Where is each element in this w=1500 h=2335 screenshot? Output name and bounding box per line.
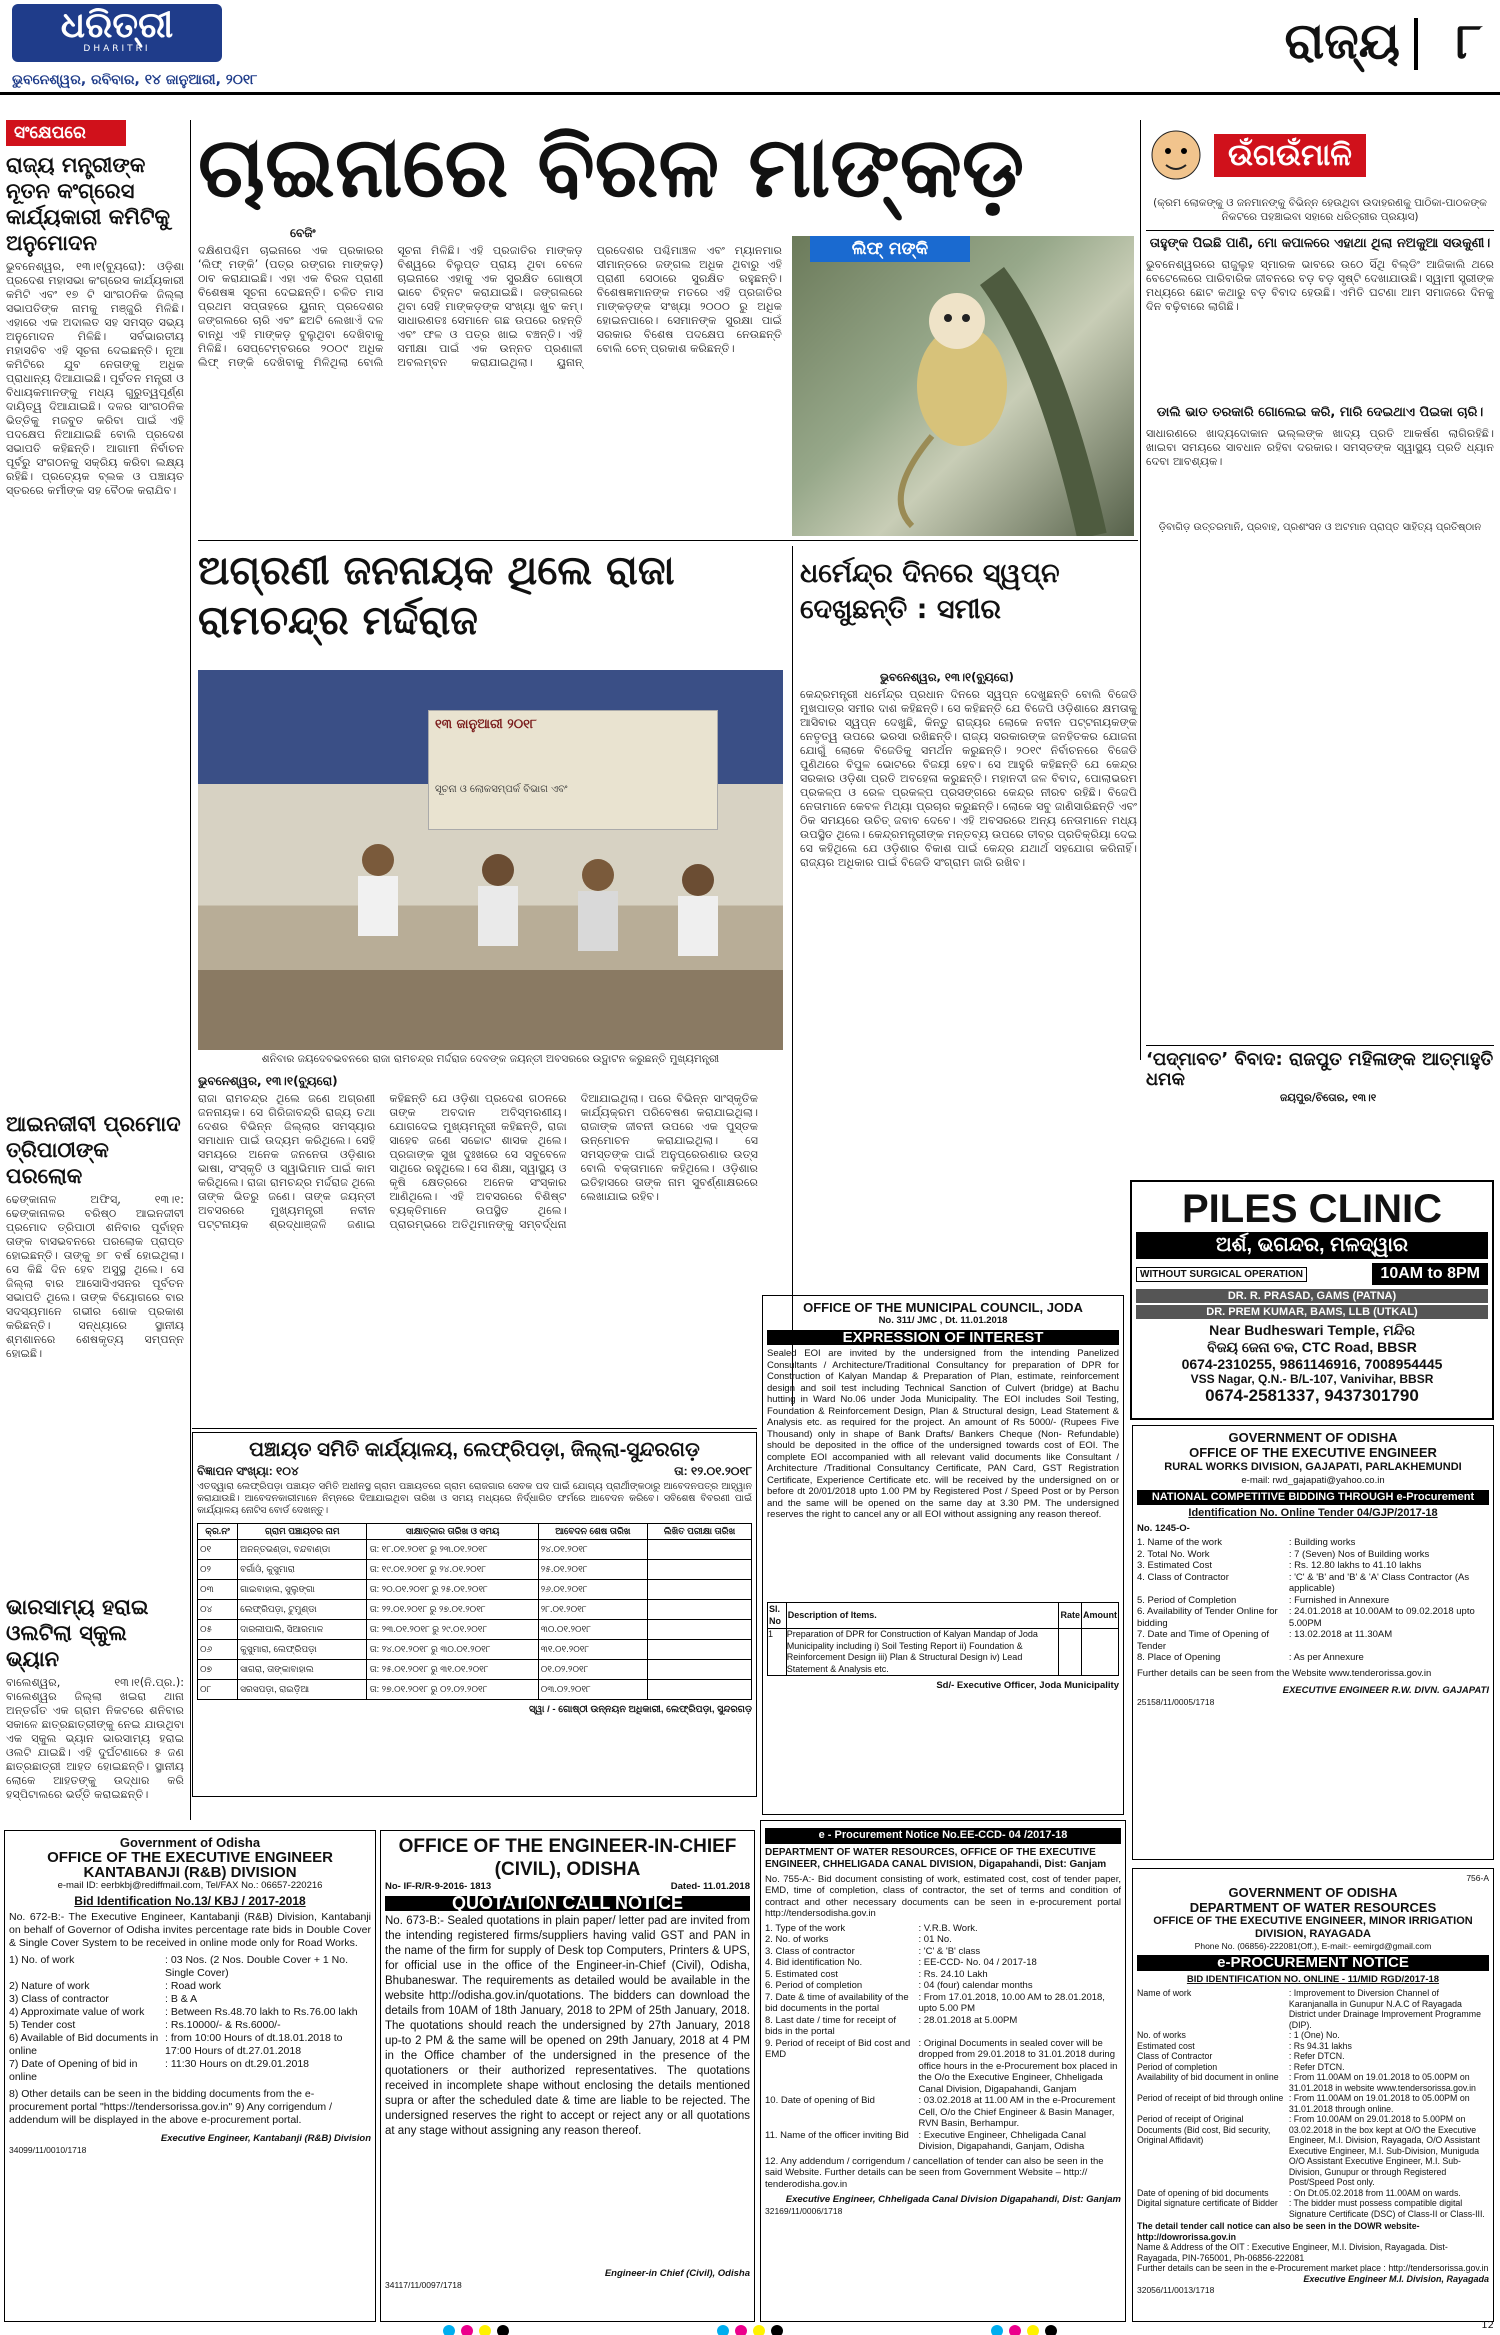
detail-value: : 01 No. xyxy=(918,1934,952,1945)
detail-row xyxy=(9,1993,371,2006)
detail-value: : Refer DTCN. xyxy=(1288,2061,1345,2072)
monkey-image xyxy=(792,236,1134,536)
detail-value: : Road work xyxy=(165,1980,222,1992)
masthead xyxy=(0,0,1500,95)
detail-value: : from 10:00 Hours of dt.18.01.2018 to 17:00 Hours of dt.27.01.2018 xyxy=(165,2032,343,2057)
detail-value: : 'C' & 'B' class xyxy=(918,1945,981,1957)
table-row xyxy=(198,1580,752,1600)
detail-key: 5. Period of Completion xyxy=(1137,1594,1237,1606)
table-cell: କୁସୁମାରା, ଲେଫ୍ରିପଡ଼ା xyxy=(238,1640,367,1660)
detail-key: 1. Type of the work xyxy=(765,1922,846,1934)
detail-value: : Executive Engineer, Chheligada Canal Division, Digapahandi, Ganjam, Odisha xyxy=(918,2129,1086,2152)
table-row xyxy=(198,1620,752,1640)
table-cell: ଗାଇବାହାଲ, ସୁଲୁଙ୍ଗା xyxy=(238,1580,367,1600)
detail-key: Date of opening of bid documents xyxy=(1137,2187,1269,2198)
table-cell xyxy=(647,1640,751,1660)
detail-value: : Original Documents in sealed cover will be dropped from 29.01.2018 to 31.01.2018 during office hours in the e-Procurement box placed in the O/o the Executive Engineer, Chheligada Canal Division, Digapahandi, Ganjam xyxy=(918,2037,1118,2095)
table-cell xyxy=(647,1560,751,1580)
table-cell: ୦୩.୦୨.୨୦୧୮ xyxy=(538,1680,647,1700)
people-illustration xyxy=(198,670,783,1050)
table-cell: ସରସପଡ଼ା, ରାଇଡ଼ିଆ xyxy=(238,1680,367,1700)
detail-row xyxy=(9,2019,371,2032)
detail-value: : From 11.00AM on 19.01.2018 to 05.00PM on 31.01.2018 in website www.tendersorissa.gov.in xyxy=(1288,2072,1476,2093)
detail-key: 3. Estimated Cost xyxy=(1137,1560,1212,1571)
detail-row xyxy=(765,2130,1121,2153)
detail-value: : Furnished in Annexure xyxy=(1288,1594,1390,1606)
table-cell: ତା: ୧୯.୦୧.୨୦୧୮ ରୁ ୨୪.୦୧.୨୦୧୮ xyxy=(367,1560,538,1580)
detail-value: : Rs.10000/- & Rs.6000/- xyxy=(165,2019,281,2031)
divider xyxy=(190,120,191,1820)
detail-key: Period of receipt of bid through online xyxy=(1137,2093,1284,2103)
detail-key: 3) Class of contractor xyxy=(9,1993,109,2005)
piles-clinic-ad: PILES CLINIC ଅର୍ଶ, ଭଗନ୍ଦର, ମଳଦ୍ୱାର WITHOUT SURGICAL OPERATION 10AM to 8PM DR. R. PRASAD, GAMS (PATNA) DR. PREM KUMAR, BAMS, LLB (UTKAL) Near Budheswari Temple, ମନ୍ଦିର ବିଜୟ ଜେନା ଚକ, CTC Road, BBSR 0674-2310255, 9861146916, 7008954445 VSS Nagar, Q.N.- B/L-107, Vanivihar, BBSR 0674-2581337, 9437301790 xyxy=(1130,1180,1494,1420)
table-row xyxy=(198,1600,752,1620)
table-cell xyxy=(647,1540,751,1560)
eic-meta: No- IF-R/R-9-2016- 1813 Dated- 11.01.2018 xyxy=(385,1881,750,1892)
table-cell: ୨୫.୦୧.୨୦୧୮ xyxy=(538,1560,647,1580)
table-header: Amount xyxy=(1081,1603,1118,1629)
dharmendra-headline: ଧର୍ମେନ୍ଦ୍ର ଦିନରେ ସ୍ୱପ୍ନ ଦେଖୁଛନ୍ତି : ସମୀର xyxy=(800,558,1060,625)
detail-row xyxy=(765,1992,1121,2015)
table-header: Sl. No xyxy=(768,1603,787,1629)
lead-headline: ଚାଇନାରେ ବିରଳ ମାଙ୍କଡ଼ xyxy=(198,118,1025,216)
detail-key: Estimated cost xyxy=(1137,2040,1195,2051)
detail-key: 8. Place of Opening xyxy=(1137,1652,1221,1663)
detail-value: : V.R.B. Work. xyxy=(918,1922,978,1934)
detail-row xyxy=(765,2095,1121,2130)
divider xyxy=(0,92,1500,95)
rayagada-rows xyxy=(1137,1988,1489,2219)
dharmendra-byline: ଭୁବନେଶ୍ୱର, ୧୩।୧(ବ୍ୟୁରୋ) xyxy=(880,670,1014,684)
detail-key: 9. Period of receipt of Bid cost and EMD xyxy=(765,2037,911,2060)
table-row xyxy=(198,1640,752,1660)
kantabanji-rows xyxy=(9,1954,371,2084)
gajapati-tender: GOVERNMENT OF ODISHA OFFICE OF THE EXECUTIVE ENGINEER RURAL WORKS DIVISION, GAJAPATI, PARLAKHEMUNDI e-mail: rwd_gajapati@yahoo.co.in NATIONAL COMPETITIVE BIDDING THROUGH e-Procurement Identification No. Online Tender 04/GJP/2017-18 No. 1245-O- 1. Name of the work : Building works 2. Total No. Work : 7 (Seven) Nos of Building works 3. Estimated Cost : Rs. 12.80 lakhs to 41.10 lakhs 4. Class of Contractor : 'C' & 'B' and 'B' & 'A' Class Contractor (As applicable) 5. Period of Completion : Furnished in Annexure 6. Availability of Tender Online for bidding : 24.01.2018 at 10.00AM to 09.02.2018 upto 5.00PM 7. Date and Time of Opening of Tender : 13.02.2018 at 11.30AM 8. Place of Opening : As per Annexure Further details can be seen from the Website www.tenderorissa.gov.in EXECUTIVE ENGINEER R.W. DIVN. GAJAPATI 25158/11/0005/1718 xyxy=(1132,1425,1494,1860)
gajapati-rows xyxy=(1137,1537,1489,1664)
monkey-head xyxy=(929,293,985,349)
folio: 12 xyxy=(1481,2320,1494,2331)
detail-row xyxy=(9,2032,371,2058)
monkey-eye xyxy=(944,314,952,322)
monkey-tail xyxy=(901,436,932,526)
cartoon-body: ଭୁବନେଶ୍ୱରରେ ରାଜୁଲୁହ ସ୍ମାରକ ଭାବରେ ଉଠେ ସିଁଥି ବିଲ୍ଡିଂ ଆଜିକାଲି ଥରେ ବେଟେଲେରେ ପାରିବାରିକ ଜୀବନରେ ବଡ଼ ବଡ଼ ସୃଷ୍ଟି ଦେଖାଯାଉଛି। ସ୍ୱାମୀ ସ୍ତ୍ରୀଙ୍କ ମଧ୍ୟରେ ଛୋଟ କଥାରୁ ବଡ଼ ବିବାଦ ହେଉଛି। ଏମିତି ଘଟଣା ଆମ ସମାଜରେ ଦିନକୁ ଦିନ ବଢ଼ିବାରେ ଲାଗିଛି। xyxy=(1146,258,1494,313)
table-cell: ଅନନ୍ତଭଣ୍ଡା, ବନ୍ଦବାଣ୍ଡା xyxy=(238,1540,367,1560)
detail-key: 10. Date of opening of Bid xyxy=(765,2095,875,2106)
detail-value: : 03.02.2018 at 11.00 AM in the e-Procurement Cell, O/o the Chief Engineer & Basin Manager, RVN Basin, Berhampur. xyxy=(918,2095,1116,2129)
detail-key: 2) Nature of work xyxy=(9,1980,90,1992)
table-cell xyxy=(647,1620,751,1640)
detail-value: : Improvement to Diversion Channel of Karanjanalla in Gunupur N.A.C of Rayagada District under Drainage Improvement Programme (DIP). xyxy=(1288,1988,1481,2030)
second-headline: ଅଗ୍ରଣୀ ଜନନାୟକ ଥିଲେ ରାଜା ରାମଚନ୍ଦ୍ର ମର୍ଦ୍ଦରାଜ xyxy=(198,548,675,644)
table-cell: ତା: ୨୩.୦୧.୨୦୧୮ ରୁ ୨୯.୦୧.୨୦୧୮ xyxy=(367,1620,538,1640)
detail-key: Digital signature certificate of Bidder xyxy=(1137,2198,1278,2208)
table-cell: ୨୮.୦୧.୨୦୧୮ xyxy=(538,1600,647,1620)
detail-row xyxy=(1137,2062,1489,2073)
cartoon-credit: ଡ଼ିବାଗିଡ଼ ଉତ୍ତରମାନି, ପ୍ରବାହ, ପ୍ରଶଂସନ ଓ ଅଟମାନ ପ୍ରାପ୍ତ ସାହିତ୍ୟ ପ୍ରତିଷ୍ଠାନ xyxy=(1158,522,1482,533)
detail-row xyxy=(765,1934,1121,1946)
detail-key: No. of works xyxy=(1137,2030,1186,2040)
detail-value: : From 17.01.2018, 10.00 AM to 28.01.2018, upto 5.00 PM xyxy=(918,1991,1105,2014)
detail-row xyxy=(1137,2188,1489,2199)
detail-key: 6. Availability of Tender Online for bidding xyxy=(1137,1606,1278,1629)
detail-key: 3. Class of contractor xyxy=(765,1945,855,1957)
detail-row xyxy=(1137,2041,1489,2052)
table-cell: ତା: ୨୨.୦୧.୨୦୧୮ ରୁ ୨୭.୦୧.୨୦୧୮ xyxy=(367,1600,538,1620)
cartoon-verse: ତାହୁଙ୍କ ପିଇଛି ପାଣି, ମୋ କପାଳରେ ଏହାଥା ଥିଲା ନଅକୁଆ ସଉକୁଣୀ। xyxy=(1146,230,1494,252)
detail-value: : Refer DTCN. xyxy=(1288,2051,1345,2061)
detail-key: 11. Name of the officer inviting Bid xyxy=(765,2129,909,2141)
detail-value: : 11:30 Hours on dt.29.01.2018 xyxy=(165,2058,310,2070)
table-cell: ୦୮ xyxy=(198,1680,238,1700)
detail-key: 4. Bid identification No. xyxy=(765,1957,863,1968)
piles-title: PILES CLINIC xyxy=(1181,1187,1443,1231)
detail-row xyxy=(9,1980,371,1993)
detail-value: : Building works xyxy=(1288,1537,1356,1548)
detail-key: 8. Last date / time for receipt of bids in the portal xyxy=(765,2014,896,2037)
table-cell: ୦୭ xyxy=(198,1660,238,1680)
table-cell: ୦୧.୦୨.୨୦୧୮ xyxy=(538,1660,647,1680)
section-label: ରାଜ୍ୟ xyxy=(1284,12,1400,70)
detail-value: : The bidder must possess compatible digital Signature Certificate (DSC) of Class-II or Class-III. xyxy=(1288,2198,1485,2219)
panchayat-table xyxy=(197,1523,752,1701)
photo-caption: ଶନିବାର ଜୟଦେବଭବନରେ ରାଜା ରାମଚନ୍ଦ୍ର ମର୍ଦ୍ଦରାଜ ଦେବଙ୍କ ଜୟନ୍ତୀ ଅବସରରେ ଉଦ୍ଘାଟନ କରୁଛନ୍ତି ମୁଖ୍ୟମନ୍ତ୍ରୀ xyxy=(261,1053,720,1065)
chheliguda-rows xyxy=(765,1923,1121,2153)
detail-row xyxy=(1137,2051,1489,2062)
brief-badge: ସଂକ୍ଷେପରେ xyxy=(6,120,126,146)
detail-row xyxy=(765,1980,1121,1992)
detail-row xyxy=(1137,1549,1489,1561)
page-number: ୮ xyxy=(1455,12,1482,70)
rayagada-tender: 756-A GOVERNMENT OF ODISHA DEPARTMENT OF WATER RESOURCES OFFICE OF THE EXECUTIVE ENGINEER, MINOR IRRIGATION DIVISION, RAYAGADA Phone No. (06856)-222081(Off.), E-mail:- eemirgd@gmail.com e-PROCUREMENT NOTICE BID IDENTIFICATION NO. ONLINE - 11/MID RGD/2017-18 Name of work : Improvement to Diversion Channel of Karanjanalla in Gunupur N.A.C of Rayagada District under Drainage Improvement Programme (DIP). No. of works : 1 (One) No. Estimated cost : Rs 94.31 lakhs Class of Contractor : Refer DTCN. Period of completion : Refer DTCN. Availability of bid document in online : From 11.00AM on 19.01.2018 to 05.00PM on 31.01.2018 in website www.tendersorissa.gov.in Period of receipt of bid through online : From 11.00AM on 19.01.2018 to 05.00PM on 31.01.2018 through online. Period of receipt of Original Documents (Bid cost, Bid security, Original Affidavit) : From 10.00AM on 29.01.2018 to 5.00PM on 03.02.2018 in the box kept at O/O the Executive Engineer, M.I. Division, Rayagada, O/O Assistant Executive Engineer, M.I. Sub-Division, Muniguda O/O Assistant Executive Engineer, M.I. Sub-Division, Gunupur or through Registered Post/Speed Post only. Date of opening of bid documents : On Dt.05.02.2018 from 11.00AM on wards. Digital signature certificate of Bidder : The bidder must possess compatible digital Signature Certificate (DSC) of Class-II or Class-III. The detail tender call notice can also be seen in the DOWR website- http://dowrorissa.gov.in Name & Address of the OIT : Executive Engineer, M.I. Division, Rayagada. Dist-Rayagada, PIN-765001, Ph-06856-222081 Further details can be seen in the e-Procurement market place : http://tendersorissa.gov.in Executive Engineer M.I. Division, Rayagada 32056/11/0013/1718 xyxy=(1132,1868,1494,2322)
brief-headline: ଆଇନଜୀବୀ ପ୍ରମୋଦ ତ୍ରିପାଠୀଙ୍କ ପରଲୋକ xyxy=(6,1112,181,1188)
table-cell: ୨୬.୦୧.୨୦୧୮ xyxy=(538,1580,647,1600)
brief-body: ଭୁବନେଶ୍ୱର, ୧୩।୧(ବ୍ୟୁରୋ): ଓଡ଼ିଶା ପ୍ରଦେଶ ମହାସଭା କଂଗ୍ରେସ କାର୍ଯ୍ୟକାରୀ କମିଟି ଏବଂ ୧୭ ଟି ସାଂଗଠନିକ ଜିଲ୍ଲା ସଭାପତିଙ୍କ ନାମକୁ ମଞ୍ଜୁରି ମିଳିଛି। ଏହାରେ ଏକ ଅଦାଲତ ସହ ସମସ୍ତ ସଭ୍ୟ ଅନୁମୋଦନ ମିଳିଛି। ସର୍ବଭାରତୀୟ ମହାସଚିବ ଏହି ସୂଚନା ଦେଇଛନ୍ତି। ନୂଆ କମିଟିରେ ଯୁବ ନେତାଙ୍କୁ ଅଧିକ ପ୍ରାଧାନ୍ୟ ଦିଆଯାଇଛି। ପୂର୍ବତନ ମନ୍ତ୍ରୀ ଓ ବିଧାୟକମାନଙ୍କୁ ମଧ୍ୟ ଗୁରୁତ୍ୱପୂର୍ଣ୍ଣ ଦାୟିତ୍ୱ ଦିଆଯାଇଛି। ଦଳର ସାଂଗଠନିକ ଭିତ୍ତିକୁ ମଜବୁତ କରିବା ପାଇଁ ଏହି ପଦକ୍ଷେପ ନିଆଯାଇଛି ବୋଲି ପ୍ରଦେଶ ସଭାପତି କହିଛନ୍ତି। ଆଗାମୀ ନିର୍ବାଚନ ପୂର୍ବରୁ ସଂଗଠନକୁ ସକ୍ରିୟ କରିବା ଲକ୍ଷ୍ୟ ରହିଛି। ପ୍ରତ୍ୟେକ ବ୍ଲକ ଓ ପଞ୍ଚାୟତ ସ୍ତରରେ କର୍ମୀଙ୍କ ସହ ବୈଠକ କରାଯିବ। xyxy=(6,260,184,497)
detail-value: : 28.01.2018 at 5.00PM xyxy=(918,2014,1018,2026)
table-header: ଲିଖିତ ପରୀକ୍ଷା ତାରିଖ xyxy=(647,1523,751,1540)
panchayat-tender: ପଞ୍ଚାୟତ ସମିତି କାର୍ଯ୍ୟାଳୟ, ଲେଫ୍ରିପଡ଼ା, ଜିଲ୍ଲା-ସୁନ୍ଦରଗଡ଼ ବିଜ୍ଞାପନ ସଂଖ୍ୟା: ୧୦୪ ତା: ୧୨.୦୧.୨୦୧୮ ଏତଦ୍ୱାରା ଲେଫ୍ରିପଡ଼ା ପଞ୍ଚାୟତ ସମିତି ଅଧୀନସ୍ଥ ଗ୍ରାମ ପଞ୍ଚାୟତରେ ଗ୍ରାମ ରୋଜଗାର ସେବକ ପଦ ପାଇଁ ଯୋଗ୍ୟ ପ୍ରାର୍ଥୀଙ୍କଠାରୁ ଆବେଦନପତ୍ର ଆହ୍ୱାନ କରାଯାଉଛି। ଆବେଦନକାରୀମାନେ ନିମ୍ନରେ ଦିଆଯାଇଥିବା ତାରିଖ ଓ ସମୟ ମଧ୍ୟରେ ନିର୍ଦ୍ଧାରିତ ଫର୍ମରେ ଆବେଦନ କରିବେ। ସବିଶେଷ ବିବରଣୀ ପାଇଁ କାର୍ଯ୍ୟାଳୟ ନୋଟିସ ବୋର୍ଡ ଦେଖନ୍ତୁ। କ୍ର.ନଂ ଗ୍ରାମ ପଞ୍ଚାୟତର ନାମ ସାକ୍ଷାତ୍କାର ତାରିଖ ଓ ସମୟ ଆବେଦନ ଶେଷ ତାରିଖ ଲିଖିତ ପରୀକ୍ଷା ତାରିଖ ୦୧ ଅନନ୍ତଭଣ୍ଡା, ବନ୍ଦବାଣ୍ଡା ତା: ୧୮.୦୧.୨୦୧୮ ରୁ ୨୩.୦୧.୨୦୧୮ ୨୪.୦୧.୨୦୧୮ ୦୨ ବର୍ଗାଓଁ, କୁସୁମାରା ତା: ୧୯.୦୧.୨୦୧୮ ରୁ ୨୪.୦୧.୨୦୧୮ ୨୫.୦୧.୨୦୧୮ ୦୩ ଗାଇବାହାଲ, ସୁଲୁଙ୍ଗା ତା: ୨୦.୦୧.୨୦୧୮ ରୁ ୨୫.୦୧.୨୦୧୮ ୨୬.୦୧.୨୦୧୮ ୦୪ ଲେଫ୍ରିପଡ଼ା, ଟୁମୁଣ୍ଡା ତା: ୨୨.୦୧.୨୦୧୮ ରୁ ୨୭.୦୧.୨୦୧୮ ୨୮.୦୧.୨୦୧୮ ୦୫ ଦାରଲୀପାଲି, ସିଆରମାଳ ତା: ୨୩.୦୧.୨୦୧୮ ରୁ ୨୯.୦୧.୨୦୧୮ ୩୦.୦୧.୨୦୧୮ ୦୬ କୁସୁମାରା, ଲେଫ୍ରିପଡ଼ା ତା: ୨୪.୦୧.୨୦୧୮ ରୁ ୩୦.୦୧.୨୦୧୮ ୩୧.୦୧.୨୦୧୮ ୦୭ ସାଗରା, ତାଙ୍କାବାହାଲ ତା: ୨୫.୦୧.୨୦୧୮ ରୁ ୩୧.୦୧.୨୦୧୮ ୦୧.୦୨.୨୦୧୮ ୦୮ ସରସପଡ଼ା, ରାଇଡ଼ିଆ ତା: ୨୭.୦୧.୨୦୧୮ ରୁ ୦୨.୦୨.୨୦୧୮ ୦୩.୦୨.୨୦୧୮ ସ୍ୱା / - ଗୋଷ୍ଠୀ ଉନ୍ନୟନ ଅଧିକାରୀ, ଲେଫ୍ରିପଡ଼ା, ସୁନ୍ଦରଗଡ଼ xyxy=(192,1432,757,1797)
detail-key: Name of work xyxy=(1137,1988,1192,1998)
table-cell: ତା: ୧୮.୦୧.୨୦୧୮ ରୁ ୨୩.୦୧.୨୦୧୮ xyxy=(367,1540,538,1560)
detail-value: : Rs. 24.10 Lakh xyxy=(918,1968,988,1980)
table-cell: ତା: ୨୦.୦୧.୨୦୧୮ ରୁ ୨୫.୦୧.୨୦୧୮ xyxy=(367,1580,538,1600)
table-cell: ଲେଫ୍ରିପଡ଼ା, ଟୁମୁଣ୍ଡା xyxy=(238,1600,367,1620)
brief-headline: ଭାରସାମ୍ୟ ହରାଇ ଓଲଟିଲା ସ୍କୁଲ ଭ୍ୟାନ xyxy=(6,1595,149,1671)
detail-key: 1) No. of work xyxy=(9,1954,75,1966)
eic-tender: OFFICE OF THE ENGINEER-IN-CHIEF (CIVIL), ODISHA No- IF-R/R-9-2016- 1813 Dated- 11.01.2018 QUOTATION CALL NOTICE No. 673-B:- Sealed quotations in plain paper/ letter pad are invited from the intending registered firms/suppliers having valid GST and PAN in the name of the firm for supply of Desk top Computers, Printers & UPS, for official use in the office of the Engineer-in-Chief (Civil), Odisha, Bhubaneswar. The requirements as detailed would be available in the website http://odisha.gov.in/quotations. The bidders can download the details from 10AM of 18th January, 2018 to 2PM of 25th January, 2018. The quotations should reach the undersigned by 27th January, 2018 up-to 2 PM & the same will be opened on 29th January, 2018 at 4 PM in the Office chamber of the undersigned in the presence of the quotationers or their authorized representatives. The quotations received in incomplete shape without enclosing the details mentioned supra or after the scheduled date & time are liable to be rejected. The undersigned reserves the right to accept or reject any or all quotations at any stage without assigning any reason thereof. Engineer-in Chief (Civil), Odisha 34117/11/0097/1718 xyxy=(380,1830,755,2322)
eoi-table: Sl. No Description of Items. Rate Amount 1 Preparation of DPR for Construction of Kalyan Mandap of Joda Municipality including i) Soil Testing Report ii) Foundation & Reinforcement Design iii) Plan & Structural Design iv) Lead Statement & Analysis etc. xyxy=(768,1604,1117,1674)
photo-label: ଲିଫ୍ ମଙ୍କି xyxy=(810,236,970,262)
detail-value: : As per Annexure xyxy=(1288,1652,1364,1663)
table-cell: ଦାରଲୀପାଲି, ସିଆରମାଳ xyxy=(238,1620,367,1640)
table-header: Description of Items. xyxy=(786,1603,1059,1629)
detail-row xyxy=(1137,2198,1489,2219)
table-cell: ୩୦.୦୧.୨୦୧୮ xyxy=(538,1620,647,1640)
detail-row xyxy=(765,1969,1121,1981)
detail-row xyxy=(1137,2114,1489,2188)
table-cell: ୦୬ xyxy=(198,1640,238,1660)
panchayat-meta: ବିଜ୍ଞାପନ ସଂଖ୍ୟା: ୧୦୪ ତା: ୧୨.୦୧.୨୦୧୮ xyxy=(197,1464,752,1478)
cartoon-verse: ଡାଲି ଭାତ ତରକାରି ଗୋଲେଇ କରି, ମାରି ଦେଇଥାଏ ପିଇକା ଚାରି। xyxy=(1156,405,1484,420)
piles-sub: ଅର୍ଶ, ଭଗନ୍ଦର, ମଳଦ୍ୱାର xyxy=(1136,1232,1488,1259)
divider xyxy=(792,546,793,1406)
detail-row xyxy=(9,2006,371,2019)
brief-headline: ରାଜ୍ୟ ମନ୍ତ୍ରୀଙ୍କ ନୂତନ କଂଗ୍ରେସ କାର୍ଯ୍ୟକାରୀ କମିଟିକୁ ଅନୁମୋଦନ xyxy=(6,153,171,255)
padmavat-headline: ‘ପଦ୍ମାବତ’ ବିବାଦ: ରାଜପୁତ ମହିଳାଙ୍କ ଆତ୍ମାହୁତି ଧମକ xyxy=(1146,1050,1494,1090)
padmavat-byline: ଜୟପୁର/ଚିତୋର, ୧୩।୧ xyxy=(1280,1092,1377,1104)
detail-value: : 7 (Seven) Nos of Building works xyxy=(1288,1548,1430,1560)
detail-key: 1. Name of the work xyxy=(1137,1537,1223,1548)
detail-value: : 04 (four) calendar months xyxy=(918,1980,1033,1991)
divider xyxy=(192,1428,757,1429)
detail-value: : 'C' & 'B' and 'B' & 'A' Class Contractor (As applicable) xyxy=(1288,1571,1470,1594)
table-cell: ୦୫ xyxy=(198,1620,238,1640)
detail-key: 7) Date of Opening of bid in online xyxy=(9,2058,138,2083)
table-row xyxy=(198,1680,752,1700)
detail-key: 6) Available of Bid documents in online xyxy=(9,2032,159,2057)
cartoon-intro: (କ୍ରମ ଲୋକଙ୍କୁ ଓ ଜନମାନଙ୍କୁ ବିଭିନ୍ନ ହେଉଥିବା ଉଦାହରଣକୁ ପାଠିକା-ପାଠକଙ୍କ ନିକଟରେ ପହଞ୍ଚାଇବା ସହାରେ ଧରିତ୍ରୀର ପ୍ରୟାସ) xyxy=(1153,197,1487,223)
lead-photo xyxy=(792,236,1134,536)
banner: ୧୩ ଜାନୁଆରୀ ୨୦୧୮ ସୂଚନା ଓ ଲୋକସମ୍ପର୍କ ବିଭାଗ ଏବଂ xyxy=(428,710,718,830)
detail-key: Period of completion xyxy=(1137,2061,1218,2072)
detail-key: Availability of bid document in online xyxy=(1137,2072,1279,2082)
detail-row xyxy=(1137,1652,1489,1664)
detail-row xyxy=(1137,1572,1489,1595)
detail-row xyxy=(765,1957,1121,1969)
table-header: Rate xyxy=(1059,1603,1082,1629)
table-header: ସାକ୍ଷାତ୍କାର ତାରିଖ ଓ ସମୟ xyxy=(367,1523,538,1540)
detail-row xyxy=(1137,1606,1489,1629)
detail-value: : 1 (One) No. xyxy=(1288,2030,1340,2040)
dateline: ଭୁବନେଶ୍ୱର, ରବିବାର, ୧୪ ଜାନୁଆରୀ, ୨୦୧୮ xyxy=(12,72,258,88)
detail-value: : EE-CCD- No. 04 / 2017-18 xyxy=(918,1957,1037,1968)
second-body: ରାଜା ରାମଚନ୍ଦ୍ର ଥିଲେ ଜଣେ ଅଗ୍ରଣୀ ଜନନାୟକ। ସେ ଗିରିଜାବନ୍ଦ୍ରି ରାଜ୍ୟ ତଥା ଦେଶର ବିଭିନ୍ନ ଜିଲ୍ଲାର ସମସ୍ୟାର ସମାଧାନ ପାଇଁ ଉଦ୍ୟମ କରିଥିଲେ। ସେହି ସମୟରେ ଅନେକ ଜନନେତା ଓଡ଼ିଶାର ଭାଷା, ସଂସ୍କୃତି ଓ ସ୍ୱାଭିମାନ ପାଇଁ କାମ କରିଥିଲେ। ରାଜା ରାମଚନ୍ଦ୍ର ମର୍ଦ୍ଦରାଜ ଥିଲେ ତାଙ୍କ ଭିତରୁ ଜଣେ। ତାଙ୍କ ଜୟନ୍ତୀ ଅବସରରେ ମୁଖ୍ୟମନ୍ତ୍ରୀ ନବୀନ ପଟ୍ଟନାୟକ ଶ୍ରଦ୍ଧାଞ୍ଜଳି ଜଣାଇ କହିଛନ୍ତି ଯେ ଓଡ଼ିଶା ପ୍ରଦେଶ ଗଠନରେ ତାଙ୍କ ଅବଦାନ ଅବିସ୍ମରଣୀୟ। ଯୋଗଦେଇ ମୁଖ୍ୟମନ୍ତ୍ରୀ କହିଛନ୍ତି, ରାଜା ସାହେବ ଜଣେ ସଚ୍ଚୋଟ ଶାସକ ଥିଲେ। ପ୍ରଜାଙ୍କ ସୁଖ ଦୁଃଖରେ ସେ ସବୁବେଳେ ସାଥିରେ ରହୁଥିଲେ। ସେ ଶିକ୍ଷା, ସ୍ୱାସ୍ଥ୍ୟ ଓ କୃଷି କ୍ଷେତ୍ରରେ ଅନେକ ସଂସ୍କାର ଆଣିଥିଲେ। ଏହି ଅବସରରେ ବିଶିଷ୍ଟ ବ୍ୟକ୍ତିମାନେ ଉପସ୍ଥିତ ଥିଲେ। ପ୍ରାରମ୍ଭରେ ଅତିଥିମାନଙ୍କୁ ସମ୍ବର୍ଦ୍ଧନା ଦିଆଯାଇଥିଲା। ପରେ ବିଭିନ୍ନ ସାଂସ୍କୃତିକ କାର୍ଯ୍ୟକ୍ରମ ପରିବେଷଣ କରାଯାଇଥିଲା। ରାଜାଙ୍କ ଜୀବନୀ ଉପରେ ଏକ ପୁସ୍ତକ ଉନ୍ମୋଚନ କରାଯାଇଥିଲା। ସେ ସମସ୍ତଙ୍କ ପାଇଁ ଅନୁପ୍ରେରଣାର ଉତ୍ସ ବୋଲି ବକ୍ତାମାନେ କହିଥିଲେ। ଓଡ଼ିଶାର ଇତିହାସରେ ତାଙ୍କ ନାମ ସୁବର୍ଣ୍ଣାକ୍ଷରରେ ଲେଖାଯାଇ ରହିବ। xyxy=(198,1092,758,1231)
detail-key: 5) Tender cost xyxy=(9,2019,76,2031)
detail-key: 7. Date and Time of Opening of Tender xyxy=(1137,1629,1270,1652)
detail-value: : 24.01.2018 at 10.00AM to 09.02.2018 upto 5.00PM xyxy=(1288,1606,1475,1629)
table-cell: ୦୨ xyxy=(198,1560,238,1580)
logo: ଧରିତ୍ରୀ DHARITRI xyxy=(12,4,222,62)
table-cell: ତା: ୨୪.୦୧.୨୦୧୮ ରୁ ୩୦.୦୧.୨୦୧୮ xyxy=(367,1640,538,1660)
lead-byline: ବେଜିଂ xyxy=(290,226,316,240)
detail-row xyxy=(9,1954,371,1980)
table-cell: ସାଗରା, ତାଙ୍କାବାହାଲ xyxy=(238,1660,367,1680)
event-photo xyxy=(198,670,783,1050)
table-cell: ୩୧.୦୧.୨୦୧୮ xyxy=(538,1640,647,1660)
detail-row xyxy=(1137,2072,1489,2093)
tree-trunk xyxy=(992,276,1092,536)
divider xyxy=(1414,18,1418,70)
detail-key: Period of receipt of Original Documents (Bid cost, Bid security, Original Affidavit) xyxy=(1137,2114,1271,2145)
table-cell: ତା: ୨୫.୦୧.୨୦୧୮ ରୁ ୩୧.୦୧.୨୦୧୮ xyxy=(367,1660,538,1680)
detail-value: : Rs. 12.80 lakhs to 41.10 lakhs xyxy=(1288,1560,1422,1571)
monkey-eye xyxy=(962,314,970,322)
detail-row xyxy=(765,2038,1121,2096)
detail-row xyxy=(765,2015,1121,2038)
table-cell: ୦୩ xyxy=(198,1580,238,1600)
detail-key: 7. Date & time of availability of the bid documents in the portal xyxy=(765,1991,909,2014)
piles-timing-row: WITHOUT SURGICAL OPERATION 10AM to 8PM xyxy=(1136,1263,1488,1285)
cartoon-body: ସାଧାରଣରେ ଖାଦ୍ୟଦୋକାନ ଭଲ୍ଲଙ୍କ ଖାଦ୍ୟ ପ୍ରତି ଆକର୍ଷଣ ଲାଗିରହିଛି। ଖାଇବା ସମୟରେ ସାବଧାନ ରହିବା ଦରକାର। ସମସ୍ତଙ୍କ ସ୍ୱାସ୍ଥ୍ୟ ପ୍ରତି ଧ୍ୟାନ ଦେବା ଆବଶ୍ୟକ। xyxy=(1146,427,1494,468)
table-cell: ୦୪ xyxy=(198,1600,238,1620)
detail-key: 2. Total No. Work xyxy=(1137,1548,1210,1560)
detail-row xyxy=(765,1946,1121,1958)
detail-row xyxy=(1137,2030,1489,2041)
table-header: ଗ୍ରାମ ପଞ୍ଚାୟତର ନାମ xyxy=(238,1523,367,1540)
detail-key: 5. Estimated cost xyxy=(765,1968,838,1980)
cartoon-face-icon xyxy=(1146,123,1206,187)
second-byline: ଭୁବନେଶ୍ୱର, ୧୩।୧(ବ୍ୟୁରୋ) xyxy=(198,1074,338,1088)
table-cell: ୨୪.୦୧.୨୦୧୮ xyxy=(538,1540,647,1560)
table-cell: ୦୧ xyxy=(198,1540,238,1560)
detail-value: : B & A xyxy=(165,1993,198,2005)
detail-value: : 13.02.2018 at 11.30AM xyxy=(1288,1629,1393,1640)
detail-value: : Between Rs.48.70 lakh to Rs.76.00 lakh xyxy=(165,2006,358,2018)
color-registration-marks xyxy=(0,2322,1500,2335)
brief-column xyxy=(6,120,184,1825)
detail-key: 6. Period of completion xyxy=(765,1980,863,1991)
table-cell: ବର୍ଗାଓଁ, କୁସୁମାରା xyxy=(238,1560,367,1580)
detail-row xyxy=(1137,1988,1489,2030)
detail-row xyxy=(9,2058,371,2084)
cartoon-header xyxy=(1146,120,1494,190)
detail-value: : On Dt.05.02.2018 from 11.00AM on wards. xyxy=(1288,2187,1461,2198)
chheliguda-tender: e - Procurement Notice No.EE-CCD- 04 /2017-18 DEPARTMENT OF WATER RESOURCES, OFFICE OF THE EXECUTIVE ENGINEER, CHHELIGADA CANAL DIVISION, Digapahandi, Dist: Ganjam No. 755-A:- Bid document consisting of work, estimated cost, cost of tender paper, EMD, time of completion, class of contractor, the set of terms and condition of contract and other necessary documents can be seen in e-procurement portal http://tendersodisha.gov.in 1. Type of the work : V.R.B. Work. 2. No. of works : 01 No. 3. Class of contractor : 'C' & 'B' class 4. Bid identification No. : EE-CCD- No. 04 / 2017-18 5. Estimated cost : Rs. 24.10 Lakh 6. Period of completion : 04 (four) calendar months 7. Date & time of availability of the bid documents in the portal : From 17.01.2018, 10.00 AM to 28.01.2018, upto 5.00 PM 8. Last date / time for receipt of bids in the portal : 28.01.2018 at 5.00PM 9. Period of receipt of Bid cost and EMD : Original Documents in sealed cover will be dropped from 29.01.2018 to 31.01.2018 during office hours in the e-Procurement box placed in the O/o the Executive Engineer, Chheligada Canal Division, Digapahandi, Ganjam 10. Date of opening of Bid : 03.02.2018 at 11.00 AM in the e-Procurement Cell, O/o the Chief Engineer & Basin Manager, RVN Basin, Berhampur. 11. Name of the officer inviting Bid : Executive Engineer, Chheligada Canal Division, Digapahandi, Ganjam, Odisha 12. Any addendum / corrigendum / cancellation of tender can also be seen in the said Website. Further details can be seen from Government Website – http:// tenderodisha.gov.in Executive Engineer, Chheligada Canal Division Digapahandi, Dist: Ganjam 32169/11/0006/1718 xyxy=(760,1820,1126,2322)
brief-body: ବାଲେଶ୍ୱର, ୧୩।୧(ନି.ପ୍ର.): ବାଲେଶ୍ୱର ଜିଲ୍ଲା ଖଇରା ଥାନା ଅନ୍ତର୍ଗତ ଏକ ଗ୍ରାମ ନିକଟରେ ଶନିବାର ସକାଳେ ଛାତ୍ରଛାତ୍ରୀଙ୍କୁ ନେଇ ଯାଉଥିବା ଏକ ସ୍କୁଲ ଭ୍ୟାନ ଭାରସାମ୍ୟ ହରାଇ ଓଲଟି ଯାଇଛି। ଏହି ଦୁର୍ଘଟଣାରେ ୫ ଜଣ ଛାତ୍ରଛାତ୍ରୀ ଆହତ ହୋଇଛନ୍ତି। ସ୍ଥାନୀୟ ଲୋକେ ଆହତଙ୍କୁ ଉଦ୍ଧାର କରି ହସ୍ପିଟାଲରେ ଭର୍ତ୍ତି କରାଇଛନ୍ତି। xyxy=(6,1676,184,1801)
table-cell: ତା: ୨୭.୦୧.୨୦୧୮ ରୁ ୦୨.୦୨.୨୦୧୮ xyxy=(367,1680,538,1700)
detail-value: : From 10.00AM on 29.01.2018 to 5.00PM on 03.02.2018 in the box kept at O/O the Executive Engineer, M.I. Division, Rayagada, O/O Assistant Executive Engineer, M.I. Sub-Division, Muniguda O/O Assistant Executive Engineer, M.I. Sub-Division, Gunupur or through Registered Post/Speed Post only. xyxy=(1288,2114,1481,2187)
table-cell xyxy=(647,1680,751,1700)
eoi-tender: OFFICE OF THE MUNICIPAL COUNCIL, JODA No. 311/ JMC , Dt. 11.01.2018 EXPRESSION OF INTEREST Sealed EOI are invited by the undersigned from the intending Panelized Consultants / Architecture/Traditional Consultancy for preparation of DPR for Construction of Kalyan Mandap & Preparation of Plan, estimate, reinforcement design and soil test including Technical Sanction of Culvert (bridge) at Bachu hutting in Ward No.06 under Joda Municipality. The EOI includes Soil Testing, Foundation & Reinforcement Design, Plan & Structural design, Lead Statement & Analysis etc. as required for the project. An amount of Rs 5000/- (Rupees Five Thousand) only in shape of Bank Drafts/ Bankers Cheque (Non- Refundable) should be deposited in the office of the undersigned towards cost of EOI. The complete EOI accompanied with all relevant valid documents like Consultant / Architecture /Traditional Consultancy Certificate, PAN Card, GST Registration Certificate, Experience Certificate etc. will be received by the undersigned on or before dt 20/01/2018 upto 1.00 PM by Registered Post / Speed Post or by Person and the same will be opened on the same day at 3.30 PM. The undersigned reserves the right to cancel any or all EOI without assigning any reason thereof. Sl. No Description of Items. Rate Amount 1 Preparation of DPR for Construction of Kalyan Mandap of Joda Municipality including i) Soil Testing Report ii) Foundation & Reinforcement Design iii) Plan & Structural Design iv) Lead Statement & Analysis etc. Sd/- Executive Officer, Joda Municipality xyxy=(762,1295,1124,1815)
dharmendra-body: କେନ୍ଦ୍ରମନ୍ତ୍ରୀ ଧର୍ମେନ୍ଦ୍ର ପ୍ରଧାନ ଦିନରେ ସ୍ୱପ୍ନ ଦେଖୁଛନ୍ତି ବୋଲି ବିଜେଡି ମୁଖପାତ୍ର ସମୀର ଦାଶ କହିଛନ୍ତି। ସେ କହିଛନ୍ତି ଯେ ବିଜେପି ଓଡ଼ିଶାରେ କ୍ଷମତାକୁ ଆସିବାର ସ୍ୱପ୍ନ ଦେଖୁଛି, କିନ୍ତୁ ରାଜ୍ୟର ଲୋକେ ନବୀନ ପଟ୍ଟନାୟକଙ୍କ ନେତୃତ୍ୱ ଉପରେ ଭରସା ରଖିଛନ୍ତି। ରାଜ୍ୟ ସରକାରଙ୍କ ଜନହିତକର ଯୋଜନା ଯୋଗୁଁ ଲୋକେ ବିଜେଡିକୁ ସମର୍ଥନ କରୁଛନ୍ତି। ୨୦୧୯ ନିର୍ବାଚନରେ ବିଜେଡି ପୁଣିଥରେ ବିପୁଳ ଭୋଟରେ ବିଜୟୀ ହେବ। ସେ ଆହୁରି କହିଛନ୍ତି ଯେ କେନ୍ଦ୍ର ସରକାର ଓଡ଼ିଶା ପ୍ରତି ଅବହେଳା କରୁଛନ୍ତି। ମହାନଦୀ ଜଳ ବିବାଦ, ପୋଲାଭରମ ପ୍ରକଳ୍ପ ଓ ରେଳ ପ୍ରକଳ୍ପ ପ୍ରସଙ୍ଗରେ କେନ୍ଦ୍ର ନୀରବ ରହିଛି। ବିଜେପି ନେତାମାନେ କେବଳ ମିଥ୍ୟା ପ୍ରଚାର କରୁଛନ୍ତି। ଲୋକେ ସବୁ ଜାଣିସାରିଛନ୍ତି ଏବଂ ଠିକ ସମୟରେ ଉଚିତ୍ ଜବାବ ଦେବେ। ଏହି ଅବସରରେ ଅନ୍ୟ ନେତାମାନେ ମଧ୍ୟ ଉପସ୍ଥିତ ଥିଲେ। କେନ୍ଦ୍ରମନ୍ତ୍ରୀଙ୍କ ମନ୍ତବ୍ୟ ଉପରେ ତୀବ୍ର ପ୍ରତିକ୍ରିୟା ଦେଇ ସେ କହିଥିଲେ ଯେ ଓଡ଼ିଶାର ବିକାଶ ପାଇଁ କେନ୍ଦ୍ର ଯଥାର୍ଥ ସହଯୋଗ କରିନାହିଁ। ରାଜ୍ୟର ଅଧିକାର ପାଇଁ ବିଜେଡି ସଂଗ୍ରାମ ଜାରି ରଖିବ। xyxy=(800,688,1138,869)
table-cell xyxy=(647,1660,751,1680)
detail-value: : Rs 94.31 lakhs xyxy=(1288,2040,1352,2051)
table-header: ଆବେଦନ ଶେଷ ତାରିଖ xyxy=(538,1523,647,1540)
detail-row xyxy=(765,1923,1121,1935)
detail-row xyxy=(1137,1560,1489,1572)
detail-key: 4. Class of Contractor xyxy=(1137,1571,1229,1583)
detail-row xyxy=(1137,1595,1489,1607)
table-cell xyxy=(647,1600,751,1620)
divider xyxy=(1146,1045,1494,1046)
table-row xyxy=(198,1560,752,1580)
detail-key: 2. No. of works xyxy=(765,1934,829,1945)
detail-row xyxy=(1137,2093,1489,2114)
detail-key: Class of Contractor xyxy=(1137,2051,1213,2061)
detail-key: 4) Approximate value of work xyxy=(9,2006,145,2018)
table-header: କ୍ର.ନଂ xyxy=(198,1523,238,1540)
divider xyxy=(198,540,1138,541)
cartoon-title: ଉଁଗଉଁମାଳି xyxy=(1214,134,1366,177)
detail-value: : 03 Nos. (2 Nos. Double Cover + 1 No. Single Cover) xyxy=(165,1954,348,1979)
kantabanji-tender: Government of Odisha OFFICE OF THE EXECUTIVE ENGINEER KANTABANJI (R&B) DIVISION e-mail ID: eerbkbj@rediffmail.com, Tel/FAX No.: 06657-220216 Bid Identification No.13/ KBJ / 2017-2018 No. 672-B:- The Executive Engineer, Kantabanji (R&B) Division, Kantabanji on behalf of Governor of Odisha invites percentage rate bids in Double Cover & Single Cover System to be received in online mode only for Road Works. 1) No. of work : 03 Nos. (2 Nos. Double Cover + 1 No. Single Cover) 2) Nature of work : Road work 3) Class of contractor : B & A 4) Approximate value of work : Between Rs.48.70 lakh to Rs.76.00 lakh 5) Tender cost : Rs.10000/- & Rs.6000/- 6) Available of Bid documents in online : from 10:00 Hours of dt.18.01.2018 to 17:00 Hours of dt.27.01.2018 7) Date of Opening of bid in online : 11:30 Hours on dt.29.01.2018 8) Other details can be seen in the bidding documents from the e-procurement portal "https://tendersorissa.gov.in" 9) Any corrigendum / addendum will be displayed in the above e-procurement portal. Executive Engineer, Kantabanji (R&B) Division 34099/11/0010/1718 xyxy=(4,1830,376,2322)
table-row xyxy=(198,1540,752,1560)
detail-row xyxy=(1137,1537,1489,1549)
detail-value: : From 11.00AM on 19.01.2018 to 05.00PM on 31.01.2018 through online. xyxy=(1288,2093,1470,2114)
table-row xyxy=(198,1660,752,1680)
detail-row xyxy=(1137,1629,1489,1652)
table-cell xyxy=(647,1580,751,1600)
lead-body: ଦକ୍ଷିଣପଶ୍ଚିମ ଚାଇନାରେ ଏକ ପ୍ରକାରର ‘ଲିଫ୍ ମଙ୍କି’ (ପତ୍ର ରଙ୍ଗର ମାଙ୍କଡ଼) ଠାବ କରାଯାଇଛି। ଏହା ଏକ ବିରଳ ପ୍ରାଣୀ ବିଶେଷଜ୍ଞ ସୂଚନା ଦେଇଛନ୍ତି। ଚଳିତ ମାସ ପ୍ରଥମ ସପ୍ତାହରେ ୟୁନାନ୍ ପ୍ରଦେଶର ଜଙ୍ଗଲରେ ଚାରି ଏବଂ ଛଅଟି ଲେଖାଏଁ ଦଳ ବାନ୍ଧି ଏହି ମାଙ୍କଡ଼ ବୁଲୁଥିବା ଦେଖିବାକୁ ମିଳିଛି। ସେପ୍ଟେମ୍ବରରେ ୨୦୦୯ ଅଧିକ ଲିଫ୍ ମଙ୍କି ଦେଖିବାକୁ ମିଳିଥିଲା ବୋଲି ସୂଚନା ମିଳିଛି। ଏହି ପ୍ରଜାତିର ମାଙ୍କଡ଼ ବିଶ୍ୱରେ ବିଲୁପ୍ତ ପ୍ରାୟ ଥିବା ବେଳେ ଚାଇନାରେ ଏହାକୁ ଏକ ସୁରକ୍ଷିତ ଗୋଷ୍ଠୀ ଭାବେ ଚିହ୍ନଟ କରାଯାଇଛି। ଜଙ୍ଗଲରେ ଥିବା ସେହି ମାଙ୍କଡ଼ଙ୍କ ସଂଖ୍ୟା ଖୁବ କମ୍। ସାଧାରଣତଃ ସେମାନେ ଗଛ ଉପରେ ରହନ୍ତି ଏବଂ ଫଳ ଓ ପତ୍ର ଖାଇ ବଞ୍ଚନ୍ତି। ଏହି ସମୀକ୍ଷା ପାଇଁ ଏକ ଉନ୍ନତ ପ୍ରଣାଳୀ ଅବଲମ୍ବନ କରାଯାଇଥିଲା। ୟୁନାନ୍ ପ୍ରଦେଶର ପଶ୍ଚିମାଞ୍ଚଳ ଏବଂ ମ୍ୟାନମାର ସୀମାନ୍ତରେ ଜଙ୍ଗଲ ଅଧିକ ଥିବାରୁ ଏହି ପ୍ରାଣୀ ସେଠାରେ ସୁରକ୍ଷିତ ରହୁଛନ୍ତି। ବିଶେଷଜ୍ଞମାନଙ୍କ ମତରେ ଏହି ପ୍ରଜାତିର ମାଙ୍କଡ଼ଙ୍କ ସଂଖ୍ୟା ୨୦୦୦ ରୁ ଅଧିକ ହୋଇନପାରେ। ସେମାନଙ୍କ ସୁରକ୍ଷା ପାଇଁ ସରକାର ବିଶେଷ ପଦକ୍ଷେପ ନେଉଛନ୍ତି ବୋଲି ଚେନ୍ ପ୍ରକାଶ କରିଛନ୍ତି। xyxy=(198,244,782,369)
brief-body: ଢେଙ୍କାନାଳ ଅଫିସ୍, ୧୩।୧: ଢେଙ୍କାନାଳର ବରିଷ୍ଠ ଆଇନଜୀବୀ ପ୍ରମୋଦ ତ୍ରିପାଠୀ ଶନିବାର ପୂର୍ବାହ୍ନ ତାଙ୍କ ବାସଭବନରେ ପରଲୋକ ପ୍ରାପ୍ତ ହୋଇଛନ୍ତି। ତାଙ୍କୁ ୭୮ ବର୍ଷ ହୋଇଥିଲା। ସେ କିଛି ଦିନ ହେବ ଅସୁସ୍ଥ ଥିଲେ। ସେ ଜିଲ୍ଲା ବାର ଆସୋସିଏସନର ପୂର୍ବତନ ସଭାପତି ଥିଲେ। ତାଙ୍କ ବିୟୋଗରେ ବାର ସଦସ୍ୟମାନେ ଗଭୀର ଶୋକ ପ୍ରକାଶ କରିଛନ୍ତି। ସନ୍ଧ୍ୟାରେ ସ୍ଥାନୀୟ ଶ୍ମଶାନରେ ଶେଷକୃତ୍ୟ ସମ୍ପନ୍ନ ହୋଇଛି। xyxy=(6,1193,184,1360)
